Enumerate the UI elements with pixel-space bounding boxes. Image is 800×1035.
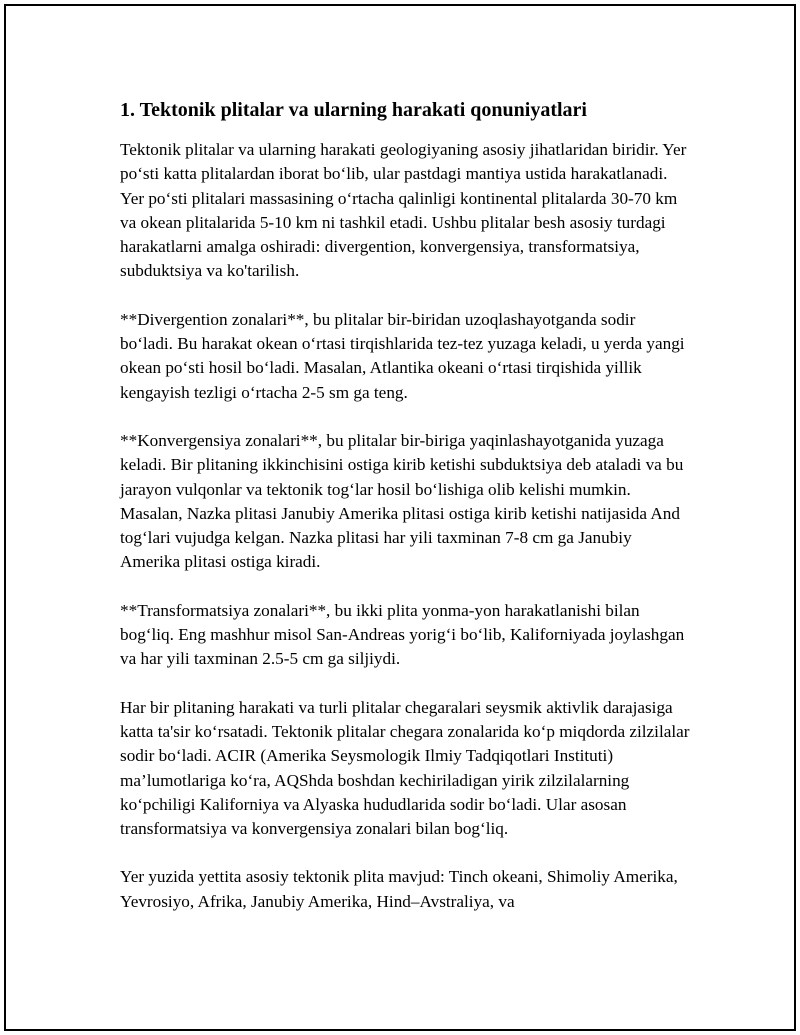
paragraph-asosiy-plitalar: Yer yuzida yettita asosiy tektonik plita mavjud: Tinch okeani, Shimoliy Amerika, Yevrosiyo, Afrika, Janubiy Amerika, Hind–Avstraliya, va xyxy=(120,867,678,911)
paragraph-seysmik: Har bir plitaning harakati va turli plitalar chegaralari seysmik aktivlik darajasiga katta ta'sir ko‘rsatadi. Tektonik plitalar chegara zonalarida ko‘p miqdorda zilzilalar sodir bo‘ladi. ACIR (Amerika Seysmologik Ilmiy Tadqiqotlari Instituti) ma’lumotlariga ko‘ra, AQShda boshdan kechiriladigan yirik zilzilalarning ko‘pchiligi Kaliforniya va Alyaska hududlarida sodir bo‘ladi. Ular asosan transformatsiya va konvergensiya zonalari bilan bog‘liq. xyxy=(120,697,690,839)
paragraph-intro: Tektonik plitalar va ularning harakati geologiyaning asosiy jihatlaridan biridir. Yer po‘sti katta plitalardan iborat bo‘lib, ular pastdagi mantiya ustida harakatlanadi. Yer po‘sti plitalari massasining o‘rtacha qalinligi kontinental plitalarda 30-70 km va okean plitalarida 5-10 km ni tashkil etadi. Ushbu plitalar besh asosiy turdagi harakatlarni amalga oshiradi: divergention, konvergensiya, transformatsiya, subduktsiya va ko'tarilish. xyxy=(120,140,687,281)
paragraph-konvergensiya: **Konvergensiya zonalari**, bu plitalar bir-biriga yaqinlashayotganida yuzaga keladi. Bir plitaning ikkinchisini ostiga kirib ketishi subduktsiya deb ataladi va bu jarayon vulqonlar va tektonik tog‘lar hosil bo‘lishiga olib kelishi mumkin. Masalan, Nazka plitasi Janubiy Amerika plitasi ostiga kirib ketishi natijasida And tog‘lari vujudga kelgan. Nazka plitasi har yili taxminan 7-8 cm ga Janubiy Amerika plitasi ostiga kiradi. xyxy=(120,430,684,572)
page-frame xyxy=(4,4,796,1031)
paragraph-transformatsiya: **Transformatsiya zonalari**, bu ikki plita yonma-yon harakatlanishi bilan bog‘liq. Eng mashhur misol San-Andreas yorig‘i bo‘lib, Kaliforniyada joylashgan va har yili taxminan 2.5-5 cm ga siljiydi. xyxy=(120,600,685,669)
section-heading: 1. Tektonik plitalar va ularning harakati qonuniyatlari xyxy=(120,99,587,121)
paragraph-divergention: **Divergention zonalari**, bu plitalar bir-biridan uzoqlashayotganda sodir bo‘ladi. Bu harakat okean o‘rtasi tirqishlarida tez-tez yuzaga keladi, u yerda yangi okean po‘sti hosil bo‘ladi. Masalan, Atlantika okeani o‘rtasi tirqishida yillik kengayish tezligi o‘rtacha 2-5 sm ga teng. xyxy=(120,309,685,402)
document-body xyxy=(120,96,690,938)
